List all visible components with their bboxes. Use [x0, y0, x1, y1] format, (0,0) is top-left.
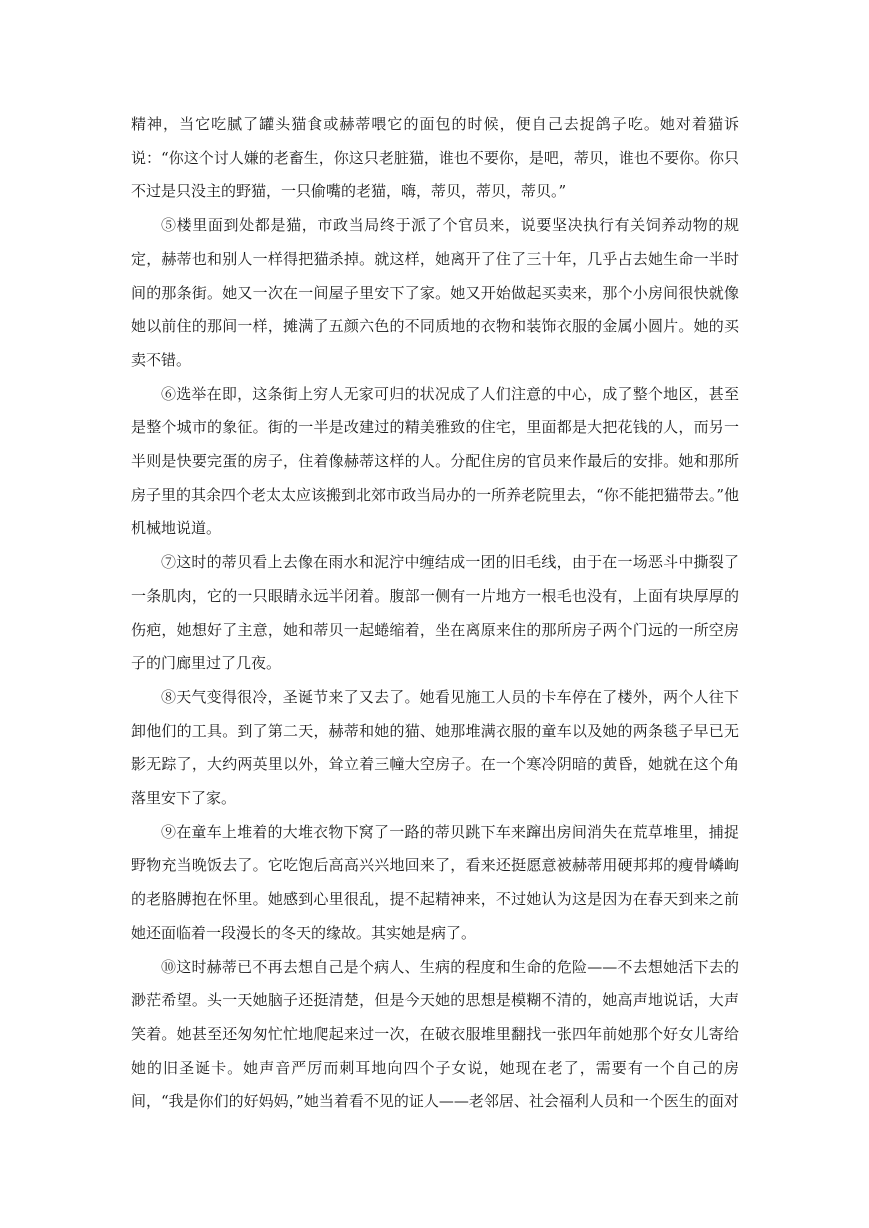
paragraph-8: ⑧天气变得很冷，圣诞节来了又去了。她看见施工人员的卡车停在了楼外，两个人往下卸他们的工具。到了第二天，赫蒂和她的猫、她那堆满衣服的童车以及她的两条毯子早已无影无踪了，大约两英里以外，耸立着三幢大空房子。在一个寒冷阴暗的黄昏，她就在这个角落里安下了家。	[131, 687, 739, 808]
paragraph-continuation: 精神，当它吃腻了罐头猫食或赫蒂喂它的面包的时候，便自己去捉鸽子吃。她对着猫诉说：“你这个讨人嫌的老畜生，你这只老脏猫，谁也不要你，是吧，蒂贝，谁也不要你。你只不过是只没主的野猫，一只偷嘴的老猫，嗨，蒂贝，蒂贝，蒂贝。”	[131, 115, 739, 201]
paragraph-6: ⑥选举在即，这条街上穷人无家可归的状况成了人们注意的中心，成了整个地区，甚至是整个城市的象征。街的一半是改建过的精美雅致的住宅，里面都是大把花钱的人，而另一半则是快要完蛋的房子，住着像赫蒂这样的人。分配住房的官员来作最后的安排。她和那所房子里的其余四个老太太应该搬到北郊市政当局办的一所养老院里去，“你不能把猫带去。”他机械地说道。	[131, 384, 739, 538]
paragraph-10: ⑩这时赫蒂已不再去想自己是个病人、生病的程度和生命的危险——不去想她活下去的渺茫希望。头一天她脑子还挺清楚，但是今天她的思想是模糊不清的，她高声地说话，大声笑着。她甚至还匆匆忙忙地爬起来过一次，在破衣服堆里翻找一张四年前她那个好女儿寄给她的旧圣诞卡。她声音严厉而刺耳地向四个子女说，她现在老了，需要有一个自己的房间，“我是你们的好妈妈，”她当着看不见的证人——老邻居、社会福利人员和一个医生的面对	[131, 957, 739, 1111]
paragraph-7: ⑦这时的蒂贝看上去像在雨水和泥泞中缠结成一团的旧毛线，由于在一场恶斗中撕裂了一条肌肉，它的一只眼睛永远半闭着。腹部一侧有一片地方一根毛也没有，上面有块厚厚的伤疤，她想好了主意，她和蒂贝一起蜷缩着，坐在离原来住的那所房子两个门远的一所空房子的门廊里过了几夜。	[131, 553, 739, 673]
paragraph-5: ⑤楼里面到处都是猫，市政当局终于派了个官员来，说要坚决执行有关饲养动物的规定，赫蒂也和别人一样得把猫杀掉。就这样，她离开了住了三十年，几乎占去她生命一半时间的那条街。她又一次在一间屋子里安下了家。她又开始做起买卖来，那个小房间很快就像她以前住的那间一样，摊满了五颜六色的不同质地的衣物和装饰衣服的金属小圆片。她的买卖不错。	[131, 216, 739, 369]
paragraph-9: ⑨在童车上堆着的大堆衣物下窝了一路的蒂贝跳下车来蹿出房间消失在荒草堆里，捕捉野物充当晚饭去了。它吃饱后高高兴兴地回来了，看来还挺愿意被赫蒂用硬邦邦的瘦骨嶙峋的老胳膊抱在怀里。她感到心里很乱，提不起精神来，不过她认为这是因为在春天到来之前她还面临着一段漫长的冬天的缘故。其实她是病了。	[131, 822, 739, 942]
document-page	[131, 108, 739, 1119]
